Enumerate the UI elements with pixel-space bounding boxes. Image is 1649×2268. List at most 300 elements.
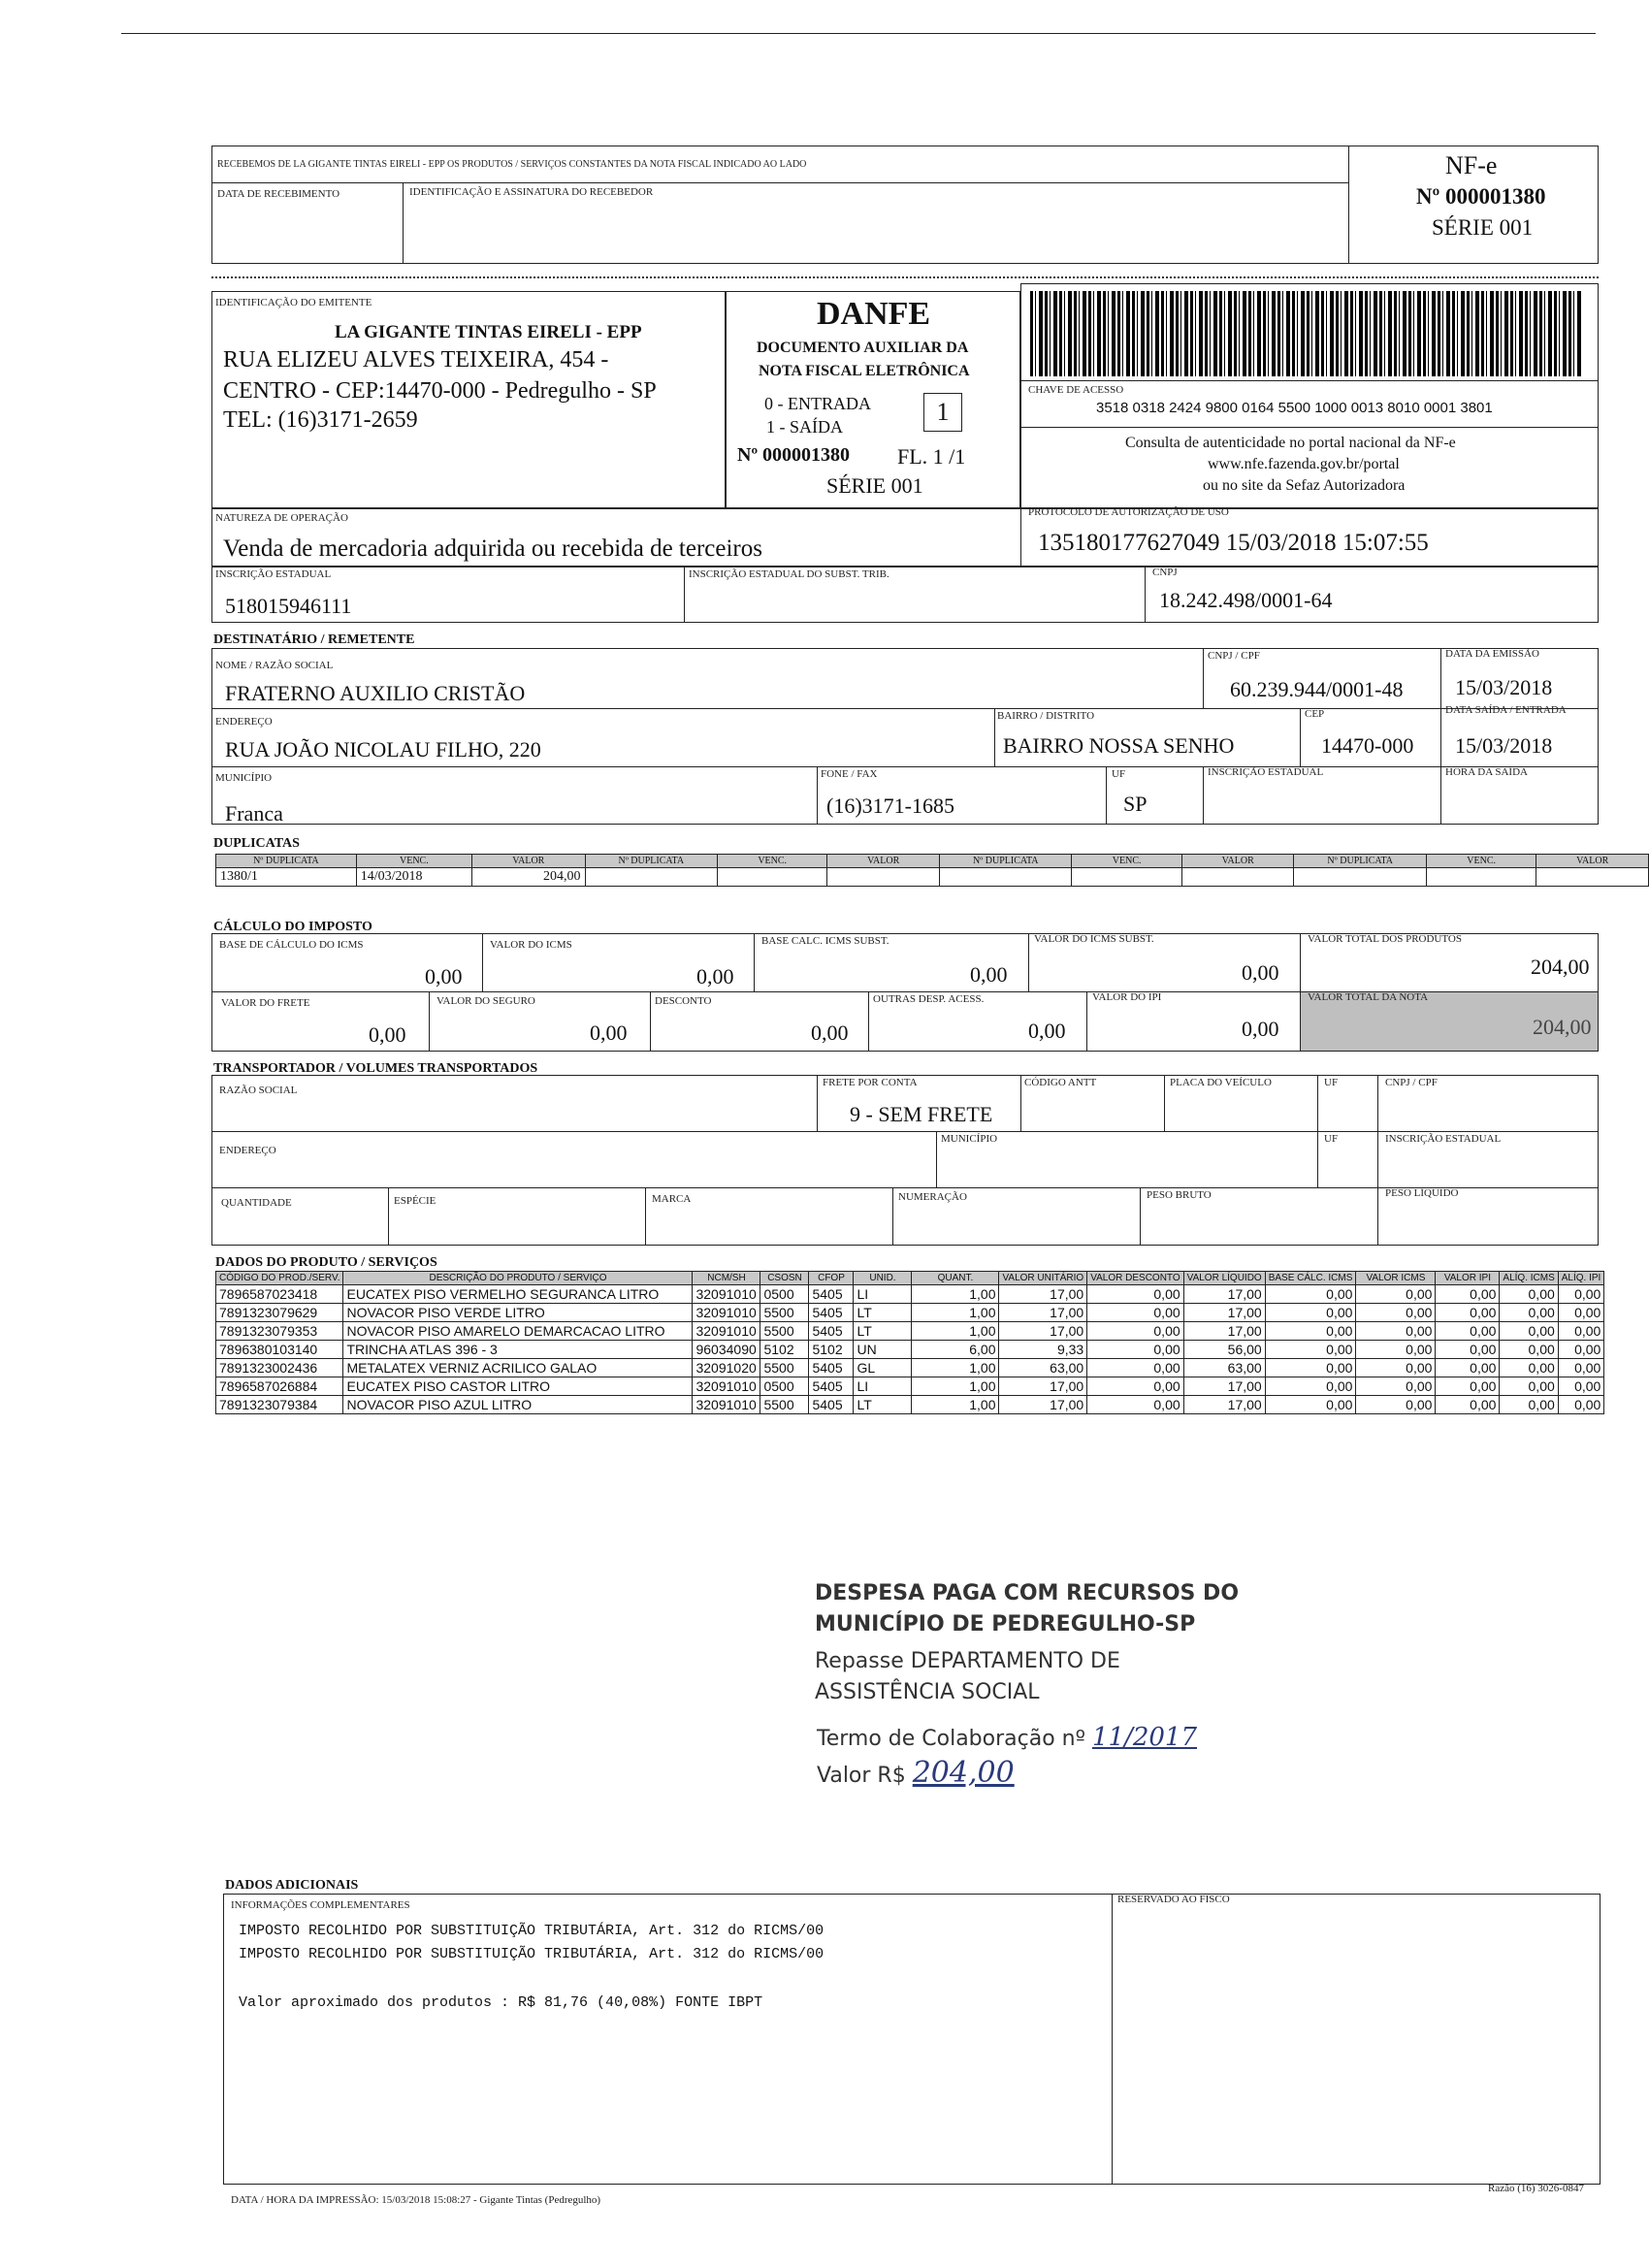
prod-cell: 5500	[760, 1396, 809, 1414]
chave-rule2	[1020, 427, 1599, 428]
prod-cell: UN	[854, 1341, 912, 1359]
prod-cell: 0,00	[1356, 1359, 1436, 1377]
prod-cell: 0,00	[1436, 1359, 1500, 1377]
prod-cell: 0,00	[1356, 1322, 1436, 1341]
trans-endereco-label: ENDEREÇO	[219, 1145, 276, 1156]
prod-cell: 0,00	[1558, 1322, 1604, 1341]
prod-cell: 0,00	[1356, 1304, 1436, 1322]
prod-cell: 0,00	[1500, 1377, 1558, 1396]
dup-cell	[585, 868, 717, 887]
dest-div7	[1203, 766, 1204, 825]
prod-cell: 32091010	[693, 1285, 760, 1304]
prod-cell: 0,00	[1436, 1322, 1500, 1341]
cut-line	[211, 276, 1599, 278]
prod-cell: LT	[854, 1304, 912, 1322]
prod-cell: 0,00	[1087, 1377, 1183, 1396]
canhoto-divider2	[403, 182, 404, 264]
ipi-label: VALOR DO IPI	[1092, 991, 1162, 1003]
prod-cell: 32091020	[693, 1359, 760, 1377]
prod-cell: 17,00	[1183, 1396, 1265, 1414]
trans-antt-label: CÓDIGO ANTT	[1024, 1077, 1097, 1088]
dup-cell	[1536, 868, 1649, 887]
transportador-box	[211, 1075, 1599, 1246]
prod-cell: 5405	[809, 1377, 854, 1396]
prod-cell: 0500	[760, 1377, 809, 1396]
trans-especie-label: ESPÉCIE	[394, 1195, 436, 1207]
dest-municipio-label: MUNICÍPIO	[215, 772, 273, 784]
adicionais-divider	[1112, 1894, 1113, 2185]
table-row	[216, 1359, 1604, 1377]
dup-cell: 14/03/2018	[356, 868, 471, 887]
stamp-termo: 11/2017	[1091, 1723, 1197, 1752]
prod-cell: 0,00	[1265, 1396, 1356, 1414]
trans-cnpj-label: CNPJ / CPF	[1385, 1077, 1438, 1088]
stamp-line2: MUNICÍPIO DE PEDREGULHO-SP	[815, 1612, 1196, 1636]
dest-endereco-label: ENDEREÇO	[215, 716, 273, 728]
trans-placa-label: PLACA DO VEÍCULO	[1170, 1077, 1272, 1088]
prod-cell: 0,00	[1356, 1285, 1436, 1304]
dup-header: VENC.	[356, 855, 471, 868]
prod-cell: 6,00	[912, 1341, 999, 1359]
prod-header: DESCRIÇÃO DO PRODUTO / SERVIÇO	[343, 1272, 693, 1285]
prod-header: BASE CÁLC. ICMS	[1265, 1272, 1356, 1285]
prod-cell: 17,00	[999, 1304, 1087, 1322]
emitente-nome: LA GIGANTE TINTAS EIRELI - EPP	[335, 322, 642, 342]
imposto-section: CÁLCULO DO IMPOSTO	[213, 920, 372, 934]
frete-label: VALOR DO FRETE	[221, 997, 310, 1009]
prod-cell: 0,00	[1558, 1377, 1604, 1396]
valor-icms-label: VALOR DO ICMS	[490, 939, 572, 951]
produtos-table	[215, 1271, 1604, 1414]
prod-cell: 5102	[760, 1341, 809, 1359]
produtos-section: DADOS DO PRODUTO / SERVIÇOS	[215, 1255, 437, 1270]
trans-ie-label: INSCRIÇÃO ESTADUAL	[1385, 1133, 1502, 1145]
prod-header: NCM/SH	[693, 1272, 760, 1285]
valor-st-label: VALOR DO ICMS SUBST.	[1034, 933, 1154, 945]
table-row	[216, 1341, 1604, 1359]
base-icms-label: BASE DE CÁLCULO DO ICMS	[219, 939, 364, 951]
table-row	[216, 1396, 1604, 1414]
stamp-line4: ASSISTÊNCIA SOCIAL	[815, 1680, 1040, 1704]
total-nota: 204,00	[1533, 1015, 1592, 1039]
danfe-subtitle2: NOTA FISCAL ELETRÔNICA	[759, 363, 970, 379]
dest-cnpj: 60.239.944/0001-48	[1230, 677, 1404, 701]
stamp-line6	[817, 1756, 1015, 1790]
identificacao-label: IDENTIFICAÇÃO E ASSINATURA DO RECEBEDOR	[409, 186, 654, 198]
prod-cell: 0,00	[1500, 1359, 1558, 1377]
prod-cell: 7896380103140	[216, 1341, 343, 1359]
dup-header: Nº DUPLICATA	[216, 855, 357, 868]
dup-cell	[718, 868, 827, 887]
ie-st-label: INSCRIÇÃO ESTADUAL DO SUBST. TRIB.	[689, 568, 889, 580]
trans-rule1	[211, 1131, 1599, 1132]
prod-cell: GL	[854, 1359, 912, 1377]
prod-header: VALOR DESCONTO	[1087, 1272, 1183, 1285]
base-st-label: BASE CALC. ICMS SUBST.	[761, 935, 889, 947]
imp-d2	[754, 933, 755, 991]
dup-cell	[1072, 868, 1181, 887]
prod-cell: 17,00	[1183, 1377, 1265, 1396]
base-icms: 0,00	[425, 964, 463, 988]
trans-peso-bruto-label: PESO BRUTO	[1147, 1189, 1212, 1201]
trans-d7	[388, 1187, 389, 1246]
dest-nome: FRATERNO AUXILIO CRISTÃO	[225, 681, 526, 705]
dest-div5	[817, 766, 818, 825]
prod-cell: 1,00	[912, 1322, 999, 1341]
prod-cell: 5405	[809, 1359, 854, 1377]
prod-cell: 1,00	[912, 1304, 999, 1322]
ie-label: INSCRIÇÃO ESTADUAL	[215, 568, 332, 580]
adicionais-section: DADOS ADICIONAIS	[225, 1878, 359, 1893]
prod-cell: 1,00	[912, 1396, 999, 1414]
dup-cell	[1426, 868, 1536, 887]
prod-cell: 5405	[809, 1322, 854, 1341]
info-line2: IMPOSTO RECOLHIDO POR SUBSTITUIÇÃO TRIBUTÁRIA, Art. 312 do RICMS/00	[239, 1946, 824, 1962]
prod-cell: 0,00	[1500, 1341, 1558, 1359]
trans-d3	[1164, 1075, 1165, 1131]
trans-d4	[1317, 1075, 1318, 1187]
emitente-bairro: CENTRO - CEP:14470-000 - Pedregulho - SP	[223, 378, 657, 404]
prod-cell: 0,00	[1436, 1304, 1500, 1322]
dest-div6	[1106, 766, 1107, 825]
imp-d7	[868, 991, 869, 1052]
barcode-icon	[1030, 291, 1583, 376]
trans-d5	[1377, 1075, 1378, 1187]
prod-cell: 7891323079629	[216, 1304, 343, 1322]
stamp-line1: DESPESA PAGA COM RECURSOS DO	[815, 1581, 1240, 1605]
prod-cell: LT	[854, 1322, 912, 1341]
prod-header: ALÍQ. ICMS	[1500, 1272, 1558, 1285]
prod-cell: NOVACOR PISO AMARELO DEMARCACAO LITRO	[343, 1322, 693, 1341]
trans-frete: 9 - SEM FRETE	[850, 1102, 993, 1126]
prod-cell: 7896587026884	[216, 1377, 343, 1396]
canhoto-divider	[1348, 146, 1349, 264]
rodape-impressao: DATA / HORA DA IMPRESSÃO: 15/03/2018 15:08:27 - Gigante Tintas (Pedregulho)	[231, 2194, 601, 2206]
prod-cell: 0,00	[1265, 1285, 1356, 1304]
prod-cell: 0,00	[1436, 1285, 1500, 1304]
outras-label: OUTRAS DESP. ACESS.	[873, 993, 985, 1005]
dup-cell	[1181, 868, 1294, 887]
prod-cell: 0,00	[1265, 1377, 1356, 1396]
valor-icms: 0,00	[696, 964, 734, 988]
stamp-valor-prefix: Valor R$	[817, 1764, 906, 1788]
danfe-tipo: 1	[923, 393, 962, 432]
prod-header: CFOP	[809, 1272, 854, 1285]
prod-cell: 0,00	[1436, 1341, 1500, 1359]
imp-d3	[1028, 933, 1029, 991]
canhoto-serie: SÉRIE 001	[1432, 215, 1534, 240]
prod-cell: 5500	[760, 1304, 809, 1322]
dest-saida: 15/03/2018	[1455, 733, 1553, 758]
dest-bairro-label: BAIRRO / DISTRITO	[997, 710, 1095, 722]
stamp-valor: 204,00	[912, 1756, 1015, 1790]
cnpj-emitente-label: CNPJ	[1152, 567, 1178, 578]
trans-qtd-label: QUANTIDADE	[221, 1197, 292, 1209]
prod-cell: LT	[854, 1396, 912, 1414]
rodape-razao: Razão (16) 3026-0847	[1488, 2183, 1584, 2194]
prod-cell: 0,00	[1265, 1322, 1356, 1341]
prod-cell: 63,00	[999, 1359, 1087, 1377]
prod-header: UNID.	[854, 1272, 912, 1285]
trans-peso-liquido-label: PESO LÍQUIDO	[1385, 1187, 1459, 1199]
dest-div4	[1300, 708, 1301, 766]
dest-uf: SP	[1123, 792, 1148, 816]
prod-cell: 5500	[760, 1359, 809, 1377]
prod-cell: 17,00	[1183, 1304, 1265, 1322]
info-line1: IMPOSTO RECOLHIDO POR SUBSTITUIÇÃO TRIBUTÁRIA, Art. 312 do RICMS/00	[239, 1923, 824, 1939]
dest-bairro: BAIRRO NOSSA SENHO	[1003, 733, 1235, 758]
natureza-value: Venda de mercadoria adquirida ou recebida de terceiros	[223, 535, 762, 562]
table-row	[216, 1304, 1604, 1322]
prod-cell: 0,00	[1087, 1322, 1183, 1341]
ie-divider2	[1145, 567, 1146, 623]
prod-cell: 17,00	[999, 1285, 1087, 1304]
prod-cell: 0,00	[1436, 1377, 1500, 1396]
prod-cell: 32091010	[693, 1304, 760, 1322]
prod-cell: 5405	[809, 1285, 854, 1304]
danfe-entrada: 0 - ENTRADA	[764, 394, 871, 413]
danfe-subtitle1: DOCUMENTO AUXILIAR DA	[757, 340, 969, 356]
prod-header: VALOR ICMS	[1356, 1272, 1436, 1285]
dest-div2	[1440, 648, 1441, 825]
dup-header: Nº DUPLICATA	[585, 855, 717, 868]
prod-header: CSOSN	[760, 1272, 809, 1285]
prod-header: CÓDIGO DO PROD./SERV.	[216, 1272, 343, 1285]
prod-header: VALOR IPI	[1436, 1272, 1500, 1285]
danfe-title: DANFE	[817, 296, 931, 332]
emitente-endereco: RUA ELIZEU ALVES TEIXEIRA, 454 -	[223, 347, 609, 373]
prod-cell: 17,00	[1183, 1285, 1265, 1304]
protocolo-label: PROTOCOLO DE AUTORIZAÇÃO DE USO	[1028, 506, 1229, 518]
dup-header: VALOR	[1181, 855, 1294, 868]
fisco-label: RESERVADO AO FISCO	[1117, 1894, 1230, 1905]
prod-cell: 0,00	[1558, 1341, 1604, 1359]
imp-d5	[429, 991, 430, 1052]
prod-cell: 32091010	[693, 1322, 760, 1341]
prod-cell: 7891323079353	[216, 1322, 343, 1341]
prod-cell: 1,00	[912, 1377, 999, 1396]
prod-cell: 0,00	[1265, 1341, 1356, 1359]
prod-cell: 0,00	[1558, 1285, 1604, 1304]
trans-d1	[817, 1075, 818, 1131]
dup-cell: 204,00	[472, 868, 586, 887]
danfe-numero: Nº 000001380	[737, 444, 851, 466]
dest-emissao-label: DATA DA EMISSÃO	[1445, 648, 1539, 660]
prod-cell: 17,00	[1183, 1322, 1265, 1341]
chave-label: CHAVE DE ACESSO	[1028, 384, 1124, 396]
dup-header: VALOR	[1536, 855, 1649, 868]
cnpj-emitente: 18.242.498/0001-64	[1159, 588, 1333, 612]
dest-fone: (16)3171-1685	[826, 794, 954, 818]
dest-municipio: Franca	[225, 801, 283, 826]
prod-cell: 5405	[809, 1304, 854, 1322]
chave-rule	[1020, 380, 1599, 381]
prod-cell: LI	[854, 1377, 912, 1396]
prod-cell: 0,00	[1558, 1304, 1604, 1322]
stamp-line5	[817, 1723, 1197, 1752]
prod-cell: 0,00	[1087, 1285, 1183, 1304]
prod-cell: 32091010	[693, 1396, 760, 1414]
prod-cell: 63,00	[1183, 1359, 1265, 1377]
canhoto-numero: Nº 000001380	[1416, 184, 1546, 209]
trans-marca-label: MARCA	[652, 1193, 692, 1205]
natureza-divider	[1020, 508, 1021, 567]
total-prod-label: VALOR TOTAL DOS PRODUTOS	[1308, 933, 1462, 945]
prod-cell: 0,00	[1356, 1396, 1436, 1414]
prod-cell: 9,33	[999, 1341, 1087, 1359]
trans-razao-label: RAZÃO SOCIAL	[219, 1085, 298, 1096]
duplicatas-table	[215, 854, 1649, 887]
danfe-serie: SÉRIE 001	[826, 473, 923, 498]
trans-uf-label: UF	[1324, 1077, 1339, 1088]
protocolo-value: 135180177627049 15/03/2018 15:07:55	[1038, 530, 1429, 556]
dest-rule1	[211, 708, 1599, 709]
dup-cell: 1380/1	[216, 868, 357, 887]
canhoto-nfe: NF-e	[1445, 151, 1498, 179]
prod-cell: 17,00	[999, 1322, 1087, 1341]
dest-uf-label: UF	[1112, 768, 1126, 780]
ie-divider	[684, 567, 685, 623]
prod-header: VALOR UNITÁRIO	[999, 1272, 1087, 1285]
table-row	[216, 1285, 1604, 1304]
prod-cell: LI	[854, 1285, 912, 1304]
prod-cell: 17,00	[999, 1377, 1087, 1396]
dup-cell	[940, 868, 1072, 887]
stamp-line3: Repasse DEPARTAMENTO DE	[815, 1649, 1120, 1673]
prod-cell: 0,00	[1265, 1359, 1356, 1377]
dest-cep: 14470-000	[1321, 733, 1414, 758]
info-line3: Valor aproximado dos produtos : R$ 81,76 (40,08%) FONTE IBPT	[239, 1994, 763, 2011]
prod-cell: NOVACOR PISO VERDE LITRO	[343, 1304, 693, 1322]
imp-d1	[482, 933, 483, 991]
prod-cell: NOVACOR PISO AZUL LITRO	[343, 1396, 693, 1414]
total-prod: 204,00	[1531, 955, 1590, 979]
total-nota-label: VALOR TOTAL DA NOTA	[1308, 991, 1429, 1003]
dup-header: VENC.	[1426, 855, 1536, 868]
dup-header: Nº DUPLICATA	[1294, 855, 1426, 868]
trans-d6	[936, 1131, 937, 1187]
imp-d6	[650, 991, 651, 1052]
dest-emissao: 15/03/2018	[1455, 675, 1553, 699]
ipi: 0,00	[1242, 1017, 1279, 1041]
consulta1: Consulta de autenticidade no portal nacional da NF-e	[1125, 435, 1456, 451]
ie-value: 518015946111	[225, 594, 352, 618]
prod-cell: 17,00	[999, 1396, 1087, 1414]
frete: 0,00	[369, 1022, 406, 1047]
imp-d8	[1086, 991, 1087, 1052]
dup-header: Nº DUPLICATA	[940, 855, 1072, 868]
prod-cell: 0500	[760, 1285, 809, 1304]
trans-uf2-label: UF	[1324, 1133, 1339, 1145]
prod-cell: 0,00	[1500, 1322, 1558, 1341]
dest-nome-label: NOME / RAZÃO SOCIAL	[215, 660, 334, 671]
natureza-label: NATUREZA DE OPERAÇÃO	[215, 512, 348, 524]
trans-numeracao-label: NUMERAÇÃO	[898, 1191, 967, 1203]
prod-cell: 7896587023418	[216, 1285, 343, 1304]
prod-header: ALÍQ. IPI	[1558, 1272, 1604, 1285]
dup-header: VENC.	[1072, 855, 1181, 868]
destinatario-section: DESTINATÁRIO / REMETENTE	[213, 632, 415, 647]
dest-endereco: RUA JOÃO NICOLAU FILHO, 220	[225, 737, 541, 761]
top-rule	[121, 33, 1596, 34]
dest-saida-label: DATA SAÍDA / ENTRADA	[1445, 704, 1567, 716]
danfe-folha: FL. 1 /1	[897, 444, 966, 469]
desconto: 0,00	[811, 1021, 849, 1045]
info-label: INFORMAÇÕES COMPLEMENTARES	[231, 1899, 410, 1911]
dest-div1	[1203, 648, 1204, 708]
chave-value: 3518 0318 2424 9800 0164 5500 1000 0013 8010 0001 3801	[1096, 400, 1493, 416]
prod-cell: 32091010	[693, 1377, 760, 1396]
canhoto-recebemos: RECEBEMOS DE LA GIGANTE TINTAS EIRELI - EPP OS PRODUTOS / SERVIÇOS CONSTANTES DA NOTA FISCAL INDICADO AO LADO	[217, 159, 807, 170]
prod-cell: 5500	[760, 1322, 809, 1341]
dup-cell	[1294, 868, 1426, 887]
emitente-label: IDENTIFICAÇÃO DO EMITENTE	[215, 297, 372, 308]
stamp-termo-prefix: Termo de Colaboração nº	[817, 1727, 1085, 1751]
table-row	[216, 1377, 1604, 1396]
prod-cell: EUCATEX PISO VERMELHO SEGURANCA LITRO	[343, 1285, 693, 1304]
dup-cell	[827, 868, 940, 887]
prod-header: QUANT.	[912, 1272, 999, 1285]
dup-header: VENC.	[718, 855, 827, 868]
dest-hora-label: HORA DA SAÍDA	[1445, 766, 1528, 778]
dup-header: VALOR	[472, 855, 586, 868]
prod-cell: 0,00	[1265, 1304, 1356, 1322]
prod-cell: 0,00	[1500, 1304, 1558, 1322]
prod-cell: EUCATEX PISO CASTOR LITRO	[343, 1377, 693, 1396]
prod-cell: 0,00	[1558, 1396, 1604, 1414]
dest-rule2	[211, 766, 1599, 767]
prod-cell: 7891323079384	[216, 1396, 343, 1414]
prod-cell: 0,00	[1558, 1359, 1604, 1377]
prod-cell: 0,00	[1500, 1285, 1558, 1304]
prod-cell: 0,00	[1356, 1341, 1436, 1359]
trans-d8	[645, 1187, 646, 1246]
dest-ie-label: INSCRIÇÃO ESTADUAL	[1208, 766, 1324, 778]
seguro-label: VALOR DO SEGURO	[436, 995, 535, 1007]
duplicatas-section: DUPLICATAS	[213, 836, 300, 851]
prod-cell: 0,00	[1087, 1304, 1183, 1322]
prod-cell: 0,00	[1436, 1396, 1500, 1414]
consulta3: ou no site da Sefaz Autorizadora	[1203, 477, 1406, 494]
trans-frete-label: FRETE POR CONTA	[823, 1077, 918, 1088]
trans-d10	[1140, 1187, 1141, 1246]
prod-cell: 5405	[809, 1396, 854, 1414]
prod-cell: 0,00	[1087, 1359, 1183, 1377]
trans-d11	[1377, 1187, 1378, 1246]
valor-st: 0,00	[1242, 960, 1279, 985]
dest-fone-label: FONE / FAX	[821, 768, 878, 780]
prod-cell: 1,00	[912, 1285, 999, 1304]
prod-cell: 0,00	[1356, 1377, 1436, 1396]
base-st: 0,00	[970, 962, 1008, 987]
emitente-tel: TEL: (16)3171-2659	[223, 407, 418, 433]
dest-cep-label: CEP	[1305, 708, 1325, 720]
dest-div3	[994, 708, 995, 766]
ie-box	[211, 567, 1599, 623]
trans-d9	[892, 1187, 893, 1246]
prod-cell: TRINCHA ATLAS 396 - 3	[343, 1341, 693, 1359]
seguro: 0,00	[590, 1021, 628, 1045]
dup-header: VALOR	[827, 855, 940, 868]
prod-cell: 56,00	[1183, 1341, 1265, 1359]
danfe-saida: 1 - SAÍDA	[766, 417, 843, 437]
prod-cell: 96034090	[693, 1341, 760, 1359]
prod-cell: 0,00	[1087, 1396, 1183, 1414]
consulta2: www.nfe.fazenda.gov.br/portal	[1208, 456, 1400, 472]
prod-cell: 7891323002436	[216, 1359, 343, 1377]
prod-cell: 0,00	[1500, 1396, 1558, 1414]
dest-cnpj-label: CNPJ / CPF	[1208, 650, 1260, 662]
